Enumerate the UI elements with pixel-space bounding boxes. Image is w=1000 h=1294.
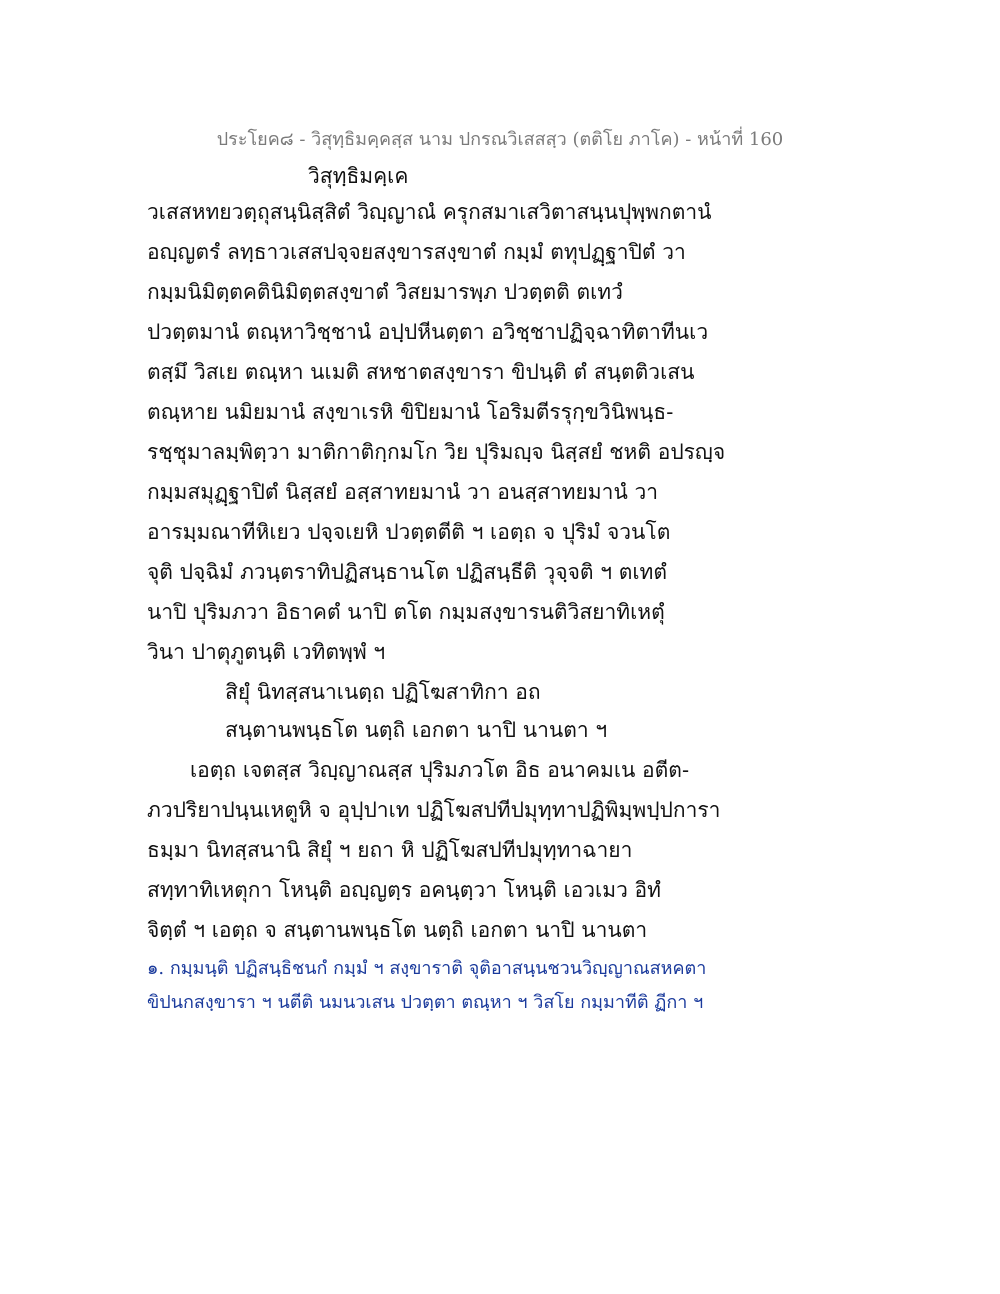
body-line: วเสสหทยวตฺถุสนฺนิสฺสิตํ วิญฺญาณํ ครุกสมาเสวิตาสนฺนปุพฺพกตานํ bbox=[147, 200, 712, 224]
body-line: อญฺญตรํ ลทฺธาวเสสปจฺจยสงฺขารสงฺขาตํ กมฺมํ ตทุปฏฺฐาปิตํ วา bbox=[147, 240, 686, 264]
body-line: ปวตฺตมานํ ตณฺหาวิชฺชานํ อปฺปหีนตฺตา อวิชฺชาปฏิจฺฉาทิตาทีนเว bbox=[147, 320, 709, 344]
body-line: จุติ ปจฺฉิมํ ภวนฺตราทิปฏิสนฺธานโต ปฏิสนฺธีติ วุจฺจติ ฯ ตเทตํ bbox=[147, 560, 667, 584]
body-line: สทฺทาทิเหตุกา โหนฺติ อญฺญตฺร อคนฺตฺวา โหนฺติ เอวเมว อิทํ bbox=[147, 878, 661, 902]
body-line: จิตฺตํ ฯ เอตฺถ จ สนฺตานพนฺธโต นตฺถิ เอกตา นาปิ นานตา bbox=[147, 918, 648, 942]
body-line: ตสฺมึ วิสเย ตณฺหา นเมติ สหชาตสงฺขารา ขิปนฺติ ตํ สนฺตติวเสน bbox=[147, 360, 695, 384]
body-line: ธมฺมา นิทสฺสนานิ สิยุํ ฯ ยถา หิ ปฏิโฆสปทีปมุทฺทาฉายา bbox=[147, 838, 633, 862]
verse-line: สนฺตานพนฺธโต นตฺถิ เอกตา นาปิ นานตา ฯ bbox=[225, 718, 608, 742]
body-line: อารมฺมณาทีหิเยว ปจฺจเยหิ ปวตฺตตีติ ฯ เอตฺถ จ ปุริมํ จวนโต bbox=[147, 520, 671, 544]
verse-line: สิยุํ นิทสฺสนาเนตฺถ ปฏิโฆสาทิกา อถ bbox=[225, 680, 541, 704]
body-line: ภวปริยาปนฺนเหตูหิ จ อุปฺปาเท ปฏิโฆสปทีปมุทฺทาปฏิพิมฺพปฺปการา bbox=[147, 798, 721, 822]
running-header: ประโยค๘ - วิสุทฺธิมคฺคสฺส นาม ปกรณวิเสสสฺว (ตติโย ภาโค) - หน้าที่ 160 bbox=[216, 129, 784, 150]
body-line: นาปิ ปุริมภวา อิธาคตํ นาปิ ตโต กมฺมสงฺขารนติวิสยาทิเหตุํ bbox=[147, 600, 665, 624]
chapter-title: วิสุทฺธิมคฺเค bbox=[308, 164, 409, 188]
body-line: รชฺชุมาลมฺพิตฺวา มาติกาติกฺกมโก วิย ปุริมญฺจ นิสฺสยํ ชหติ อปรญฺจ bbox=[147, 440, 726, 464]
body-line: วินา ปาตุภูตนฺติ เวทิตพฺพํ ฯ bbox=[147, 640, 386, 664]
body-line: กมฺมนิมิตฺตคตินิมิตฺตสงฺขาตํ วิสยมารพฺภ ปวตฺตติ ตเทวํ bbox=[147, 280, 623, 304]
body-line: กมฺมสมุฏฺฐาปิตํ นิสฺสยํ อสฺสาทยมานํ วา อนสฺสาทยมานํ วา bbox=[147, 480, 659, 504]
footnote-line: ๑. กมฺมนฺติ ปฏิสนฺธิชนกํ กมฺมํ ฯ สงฺขาราติ จุติอาสนฺนชวนวิญฺญาณสหคตา bbox=[147, 958, 707, 979]
footnote-line: ขิปนกสงฺขารา ฯ นตีติ นมนวเสน ปวตฺตา ตณฺหา ฯ วิสโย กมฺมาทีติ ฏีกา ฯ bbox=[147, 992, 704, 1013]
body-line: ตณฺหาย นมิยมานํ สงฺขาเรหิ ขิปิยมานํ โอริมตีรรุกฺขวินิพนฺธ- bbox=[147, 400, 674, 424]
paragraph-first-line: เอตฺถ เจตสฺส วิญฺญาณสฺส ปุริมภวโต อิธ อนาคมเน อตีต- bbox=[190, 758, 690, 782]
